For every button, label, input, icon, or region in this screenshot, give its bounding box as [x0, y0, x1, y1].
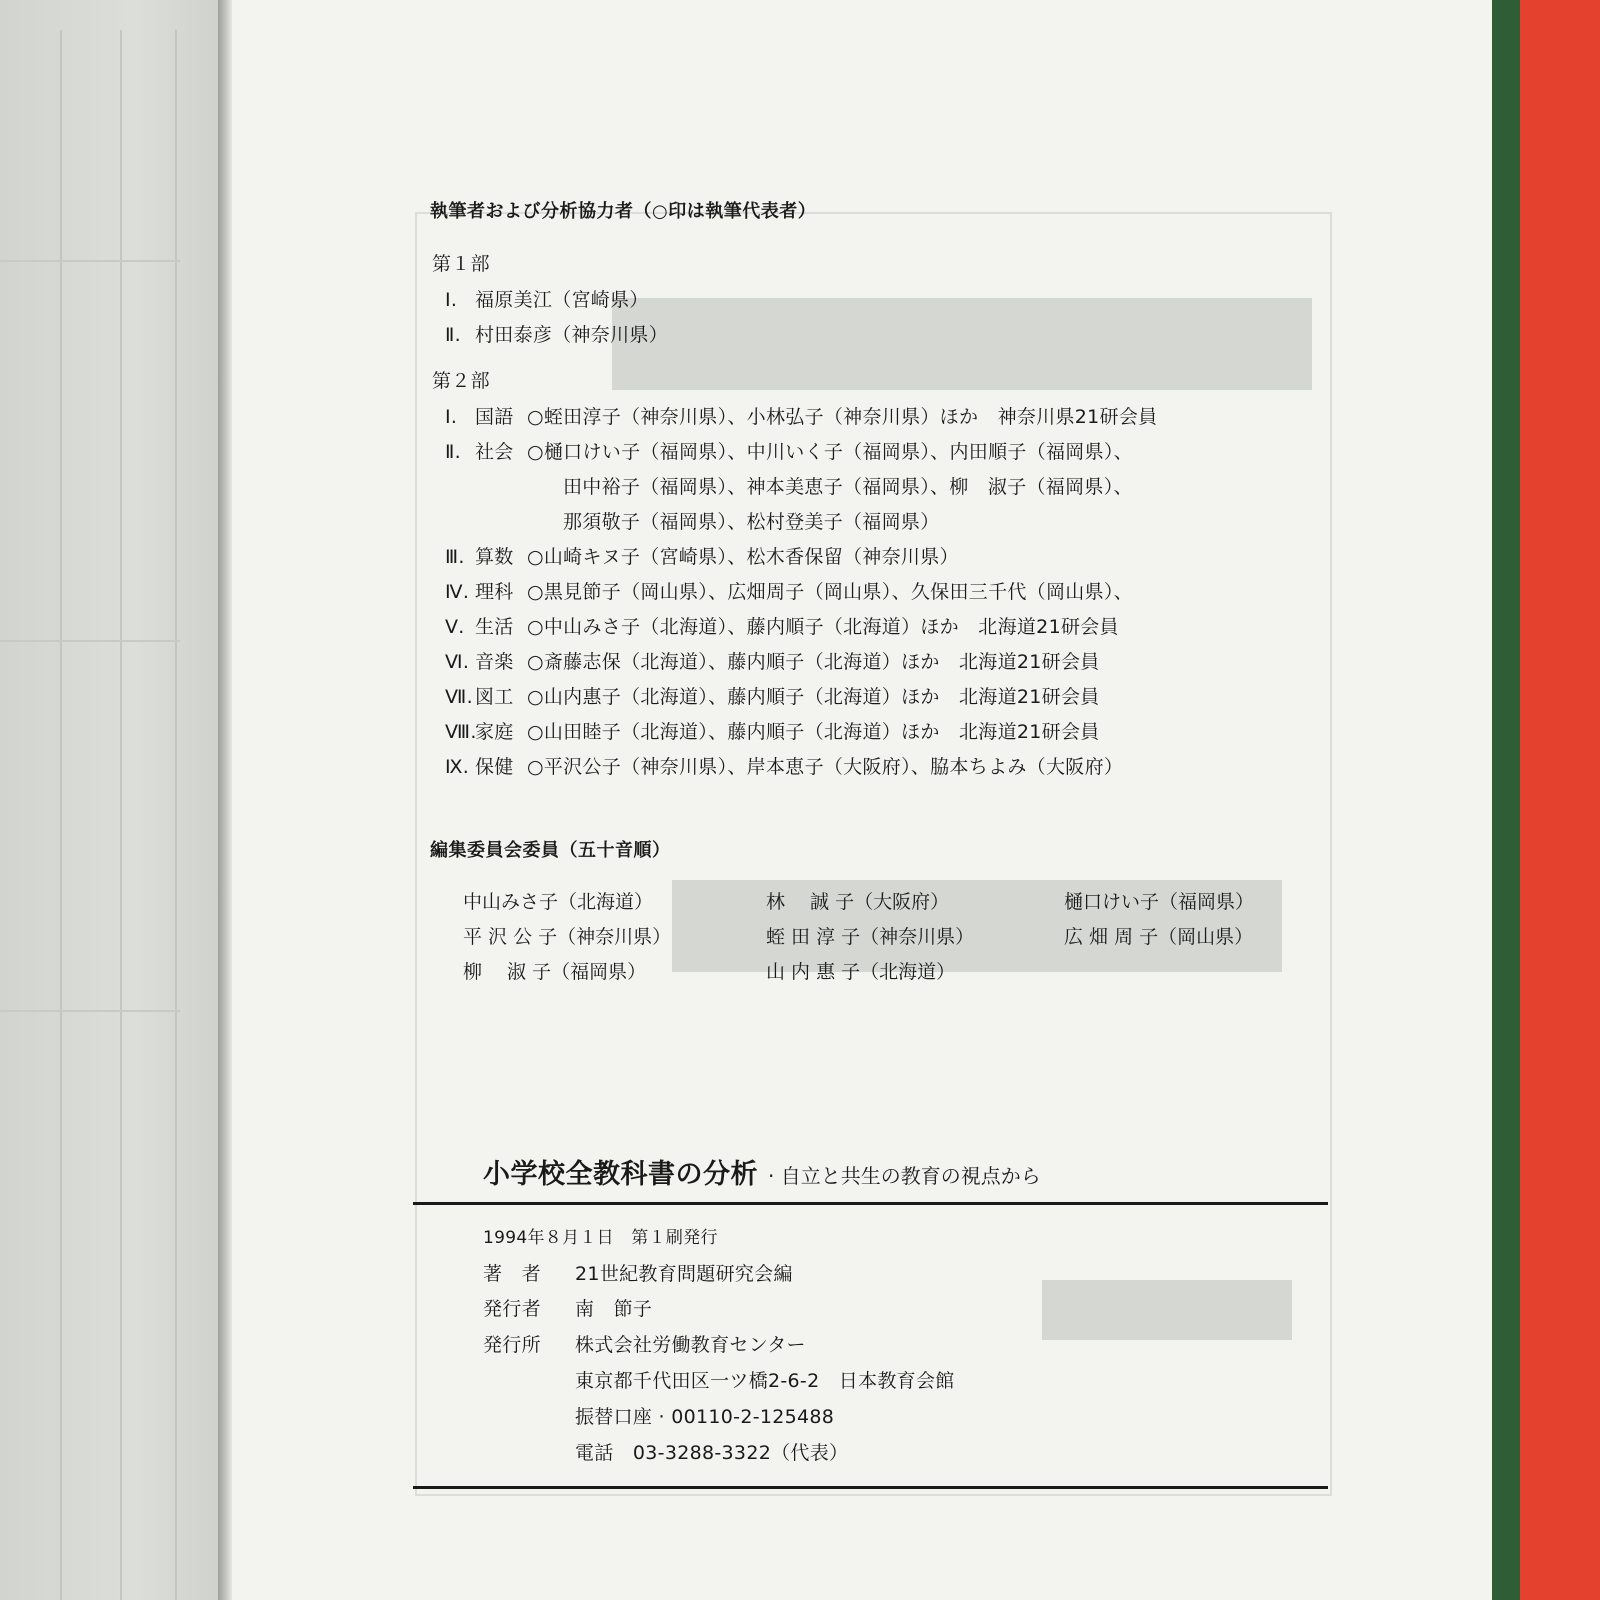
- part2-title: 第２部: [432, 370, 490, 392]
- row-text: 福原美江（宮崎県）: [475, 289, 649, 311]
- publisher-phone: 電話 03-3288-3322（代表）: [575, 1442, 849, 1464]
- committee-member: 広 畑 周 子（岡山県）: [1064, 926, 1254, 948]
- row-text: ○山田睦子（北海道）、藤内順子（北海道）ほか 北海道21研会員: [527, 721, 1100, 743]
- row-number: Ⅷ.: [445, 721, 477, 743]
- colophon-value: 南 節子: [575, 1298, 653, 1320]
- committee-member: 山 内 惠 子（北海道）: [766, 961, 956, 983]
- part1-row: [445, 320, 668, 347]
- part2-row: [445, 717, 1100, 744]
- publisher-transfer-account: 振替口座 · 00110-2-125488: [575, 1406, 835, 1428]
- colophon-row: [483, 1259, 793, 1286]
- cover-edge-red: [1520, 0, 1600, 1600]
- left-adjacent-page: [0, 0, 225, 1600]
- colophon-value: 21世紀教育問題研究会編: [575, 1263, 793, 1285]
- ghost-table-line: [0, 260, 180, 262]
- row-subject: 保健: [475, 756, 514, 778]
- colophon-row: [483, 1330, 806, 1357]
- committee-header: 編集委員会委員（五十音順）: [430, 840, 671, 861]
- row-number: Ⅳ.: [445, 581, 470, 603]
- row-number: Ⅶ.: [445, 686, 473, 708]
- row-text: ○樋口けい子（福岡県）、中川いく子（福岡県）、内田順子（福岡県）、: [527, 441, 1133, 463]
- part2-row: [445, 647, 1100, 674]
- row-number: Ⅱ.: [445, 324, 461, 346]
- part1-row: [445, 285, 649, 312]
- row-text: ○山内惠子（北海道）、藤内順子（北海道）ほか 北海道21研会員: [527, 686, 1100, 708]
- row-number: Ⅱ.: [445, 441, 461, 463]
- colophon-row: [483, 1294, 652, 1321]
- publication-date: 1994年８月１日 第１刷発行: [483, 1228, 718, 1248]
- colophon-label: 著 者: [483, 1263, 541, 1285]
- ghost-table-line: [0, 640, 180, 642]
- bleed-through-banner: [1042, 1280, 1292, 1340]
- ghost-table-line: [60, 30, 62, 1600]
- cover-edge-green: [1492, 0, 1520, 1600]
- colophon-label: 発行者: [483, 1298, 541, 1320]
- book-title-line: [483, 1152, 1041, 1191]
- book-title: 小学校全教科書の分析: [483, 1159, 758, 1190]
- row-subject: 国語: [475, 406, 514, 428]
- row-text: ○山崎キヌ子（宮崎県）、松木香保留（神奈川県）: [527, 546, 959, 568]
- row-subject: 音楽: [475, 651, 514, 673]
- part1-title: 第１部: [432, 253, 490, 275]
- part2-row: [445, 577, 1133, 604]
- colophon-bottom-rule: [413, 1486, 1328, 1489]
- row-subject: 家庭: [475, 721, 514, 743]
- colophon-top-rule: [413, 1202, 1328, 1205]
- part2-row: [445, 682, 1100, 709]
- ghost-table-line: [120, 30, 122, 1600]
- row-number: Ⅵ.: [445, 651, 470, 673]
- row-number: Ⅰ.: [445, 289, 458, 311]
- row-number: Ⅲ.: [445, 546, 465, 568]
- row-text: ○平沢公子（神奈川県）、岸本恵子（大阪府）、脇本ちよみ（大阪府）: [527, 756, 1124, 778]
- row-text: ○蛭田淳子（神奈川県）、小林弘子（神奈川県）ほか 神奈川県21研会員: [527, 406, 1158, 428]
- row-subject: 生活: [475, 616, 514, 638]
- ghost-table-line: [175, 30, 177, 1600]
- row-subject: 社会: [475, 441, 514, 463]
- part2-row: [445, 437, 1133, 464]
- colophon-label: 発行所: [483, 1334, 541, 1356]
- part2-row: [445, 752, 1123, 779]
- committee-member: 平 沢 公 子（神奈川県）: [463, 926, 672, 948]
- ghost-table-line: [0, 1010, 180, 1012]
- book-gutter: [218, 0, 232, 1600]
- part2-row-continued: 田中裕子（福岡県）、神本美恵子（福岡県）、柳 淑子（福岡県）、: [563, 476, 1133, 498]
- row-number: Ⅰ.: [445, 406, 458, 428]
- part2-row: [445, 542, 959, 569]
- bleed-through-banner: [612, 298, 1312, 390]
- part2-row-continued: 那須敬子（福岡県）、松村登美子（福岡県）: [563, 511, 940, 533]
- committee-member: 樋口けい子（福岡県）: [1064, 891, 1255, 913]
- book-subtitle: · 自立と共生の教育の視点から: [768, 1164, 1041, 1188]
- row-subject: 算数: [475, 546, 514, 568]
- row-text: ○斎藤志保（北海道）、藤内順子（北海道）ほか 北海道21研会員: [527, 651, 1100, 673]
- row-text: 村田泰彦（神奈川県）: [475, 324, 669, 346]
- publisher-address: 東京都千代田区一ツ橋2-6-2 日本教育会館: [575, 1370, 955, 1392]
- row-text: ○黒見節子（岡山県）、広畑周子（岡山県）、久保田三千代（岡山県）、: [527, 581, 1133, 603]
- committee-member: 中山みさ子（北海道）: [463, 891, 654, 913]
- authors-header: 執筆者および分析協力者（○印は執筆代表者）: [430, 201, 817, 222]
- committee-member: 蛭 田 淳 子（神奈川県）: [766, 926, 975, 948]
- row-number: Ⅴ.: [445, 616, 465, 638]
- row-number: Ⅸ.: [445, 756, 470, 778]
- row-subject: 図工: [475, 686, 514, 708]
- committee-member: 林 誠 子（大阪府）: [766, 891, 950, 913]
- part2-row: [445, 402, 1157, 429]
- row-subject: 理科: [475, 581, 514, 603]
- colophon-value: 株式会社労働教育センター: [575, 1334, 806, 1356]
- part2-row: [445, 612, 1119, 639]
- colophon-page: [232, 0, 1492, 1600]
- row-text: ○中山みさ子（北海道）、藤内順子（北海道）ほか 北海道21研会員: [527, 616, 1119, 638]
- committee-member: 柳 淑 子（福岡県）: [463, 961, 647, 983]
